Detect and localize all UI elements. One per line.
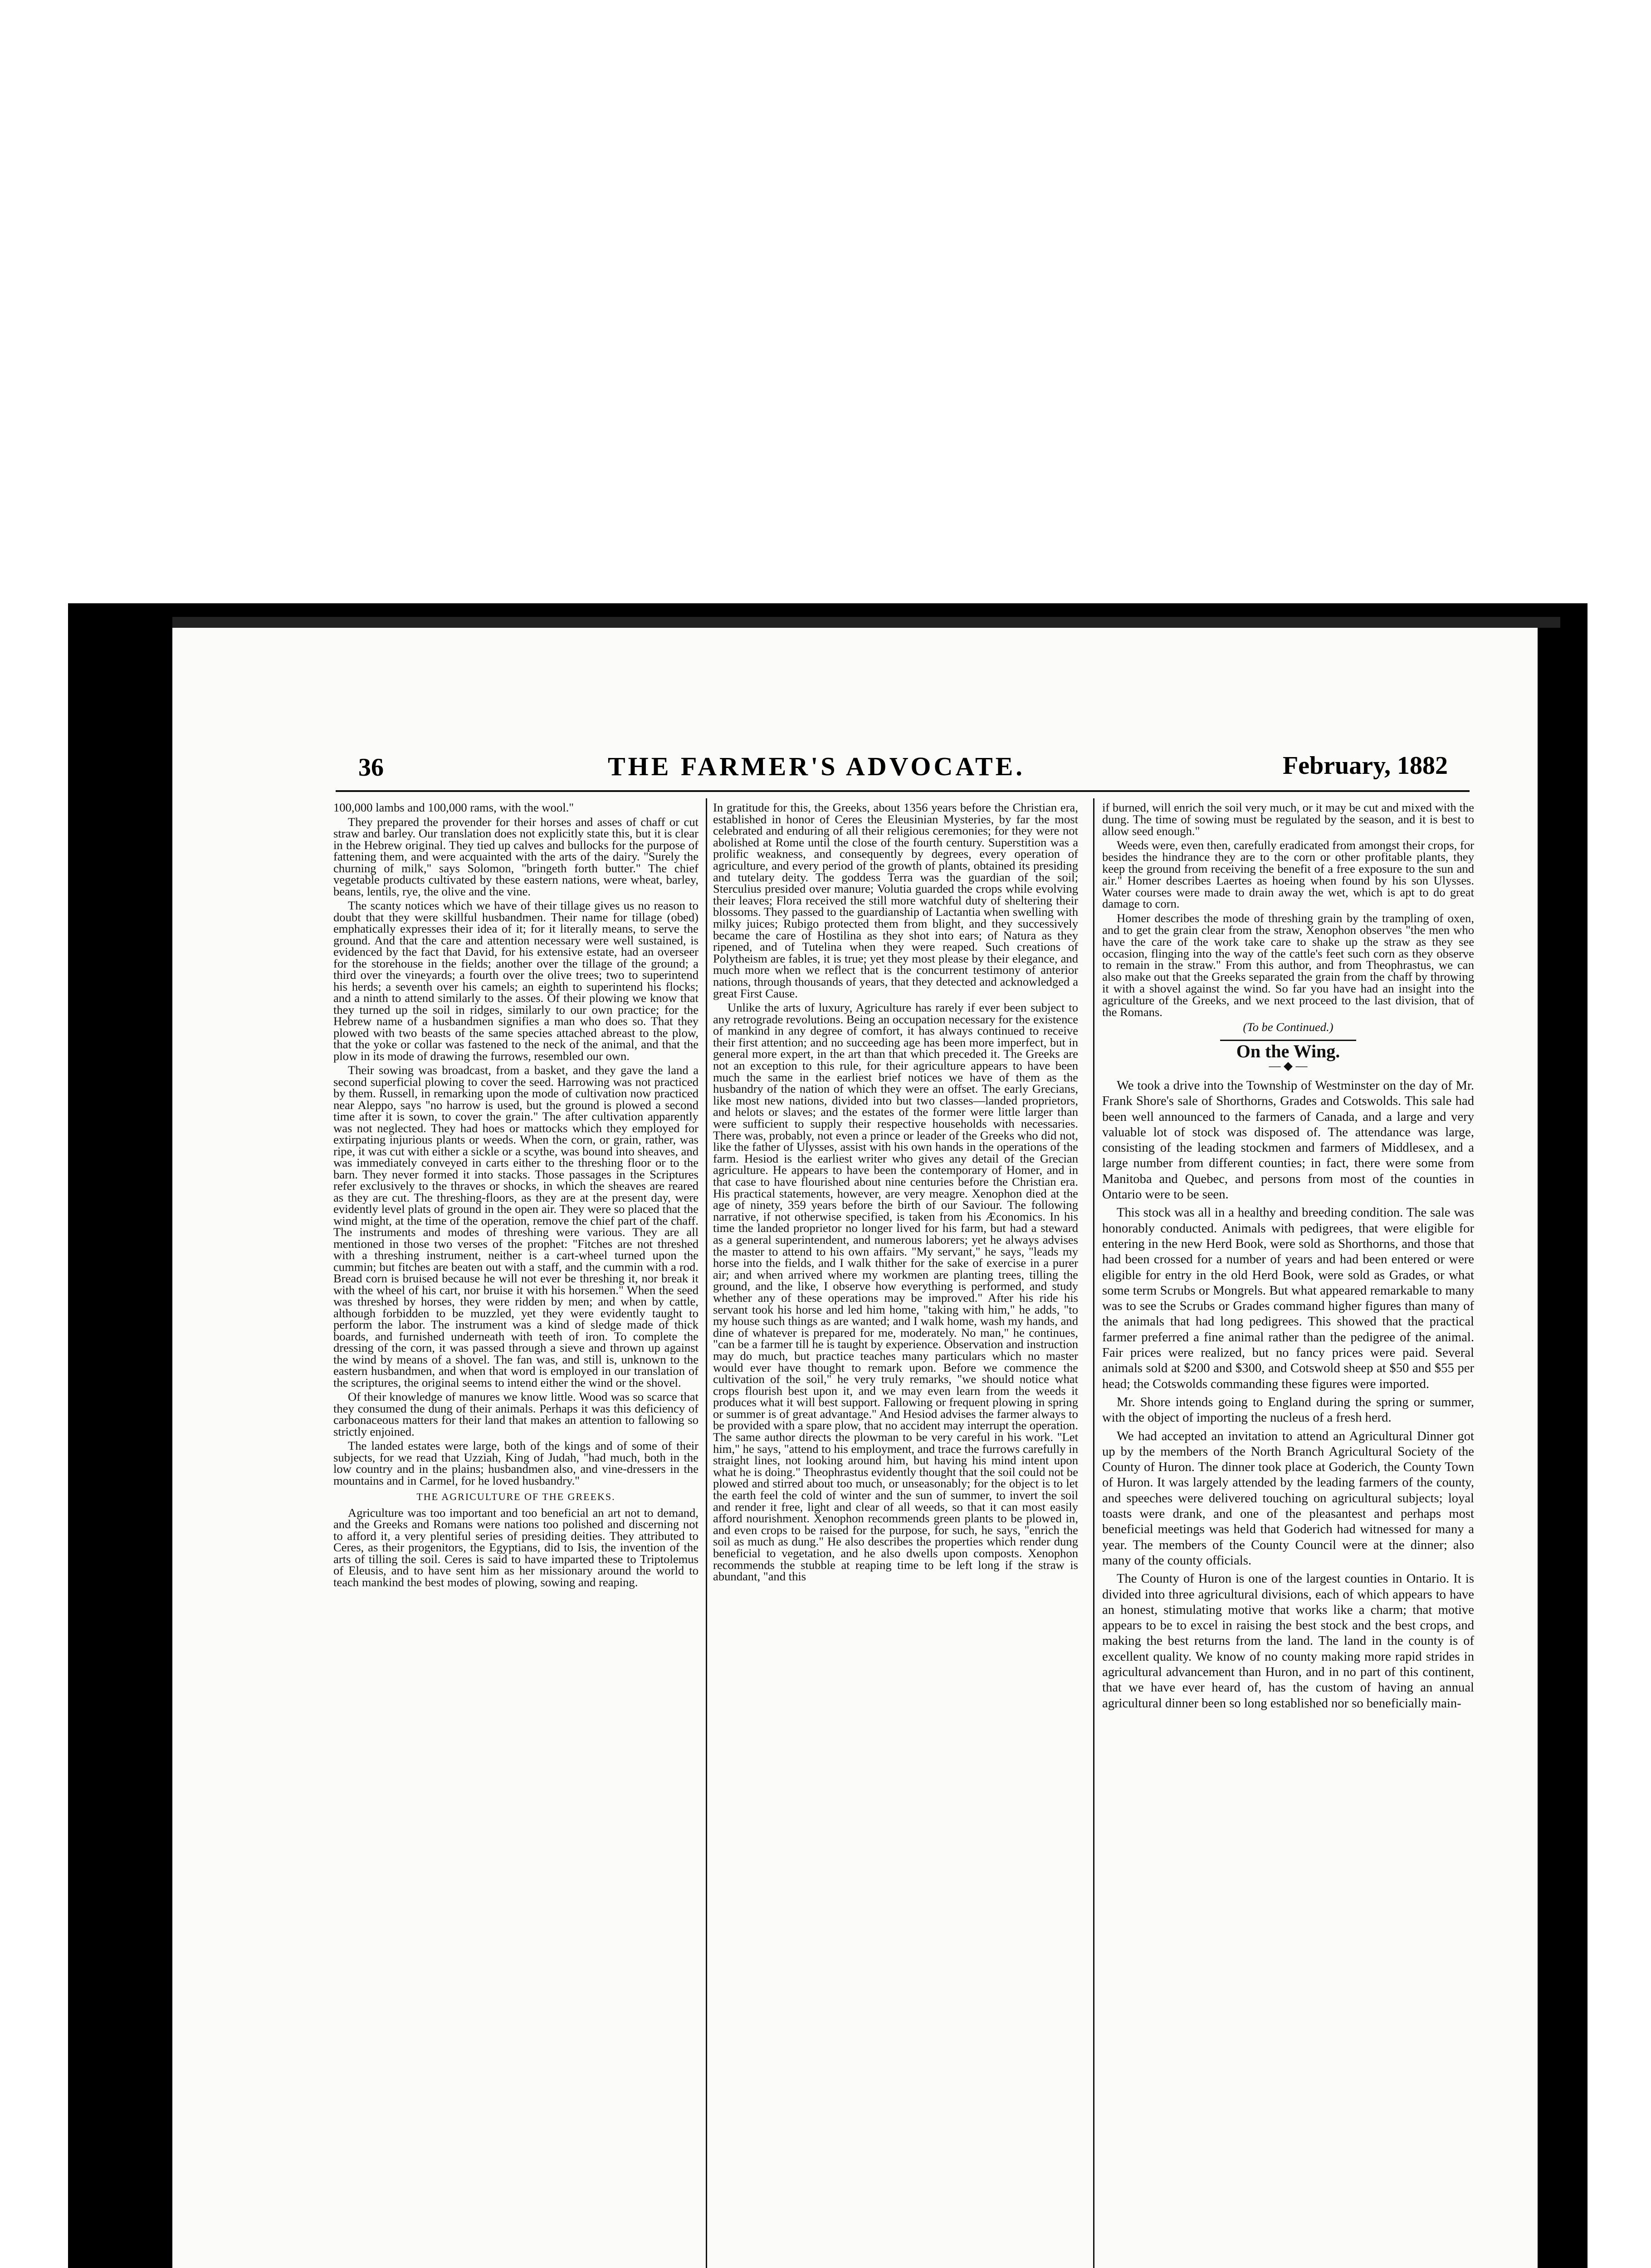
scan-left-margin [0,0,68,2268]
scan-right-margin [1588,0,1651,2268]
ornament-icon: — ◆ — [1269,1059,1308,1072]
wing-paragraph: This stock was all in a healthy and breeding condition. The sale was honorably conducted. Animals with pedigrees, that were eligible for entering in the new Herd Book, were sold as Shorthorns, and those that had been crossed for a number of years and had been entered or were eligible for entry in the old Herd Book, were sold as Grades, or what some term Scrubs or Mongrels. But what appeared remarkable to many was to see the Scrubs or Grades command higher figures than many of the animals that had long pedigrees. This showed that the practical farmer preferred a fine animal rather than the pedigree of the animal. Fair prices were realized, but no fancy prices were paid. Several animals sold at $200 and $300, and Cotswold sheep at $50 and $55 per head; the Cotswolds commanding these figures were imported. [1102,1206,1474,1391]
wing-paragraph: Mr. Shore intends going to England during the spring or summer, with the object of importing the nucleus of a fresh herd. [1102,1395,1474,1425]
col3-paragraph: if burned, will enrich the soil very much, or it may be cut and mixed with the dung. The time of sowing must be regulated by the season, and it is best to allow seed enough." [1102,801,1474,838]
issue-date: February, 1882 [1283,752,1448,780]
col1-paragraph: Of their knowledge of manures we know little. Wood was so scarce that they consumed the dung of their animals. Perhaps it was this deficiency of carbonaceous matters for their land that makes an attention to fallowing so strictly enjoined. [333,1390,698,1438]
col1-paragraph: The landed estates were large, both of the kings and of some of their subjects, for we read that Uzziah, King of Judah, "had much, both in the low country and in the plains; husbandmen also, and vine-dressers in the mountains and in Carmel, for he loved husbandry." [333,1439,698,1487]
header-rule [336,790,1470,792]
column-rule-2 [1093,798,1094,2268]
to-be-continued: (To be Continued.) [1243,1020,1334,1034]
column-2 [713,802,1078,1585]
col1-paragraph: Their sowing was broadcast, from a basket, and they gave the land a second superficial plowing to cover the seed. Harrowing was not practiced by them. Russell, in remarking upon the mode of cultivation now practiced near Aleppo, says "no harrow is used, but the ground is plowed a second time after it is sown, to cover the grain." The after cultivation apparently was not neglected. They had hoes or mattocks which they employed for extirpating injurious plants or weeds. When the corn, or grain, rather, was ripe, it was cut with either a sickle or a scythe, was bound into sheaves, and was immediately conveyed in carts either to the threshing floor or to the barn. They never formed it into stacks. Those passages in the Scriptures refer exclusively to the thraves or shocks, in which the sheaves are reared as they are cut. The threshing-floors, as they are at the present day, were evidently level plats of ground in the open air. They were so placed that the wind might, at the time of the operation, remove the chief part of the chaff. The instruments and modes of threshing were various. They are all mentioned in those two verses of the prophet: "Fitches are not threshed with a threshing instrument, neither is a cart-wheel turned upon the cummin; but fitches are beaten out with a staff, and the cummin with a rod. Bread corn is bruised because he will not ever be threshing it, nor break it with the wheel of his cart, nor bruise it with his horsemen." When the seed was threshed by horses, they were ridden by men; and when by cattle, although forbidden to be muzzled, yet they were evidently taught to perform the labor. The instrument was a kind of sledge made of thick boards, and furnished underneath with teeth of iron. To complete the dressing of the corn, it was passed through a sieve and thrown up against the wind by means of a shovel. The fan was, and still is, unknown to the eastern husbandmen, and when that word is employed in our translation of the scriptures, the original seems to intend either the wind or the shovel. [333,1063,698,1389]
col3-paragraph: Homer describes the mode of threshing grain by the trampling of oxen, and to get the grain clear from the straw, Xenophon observes "the men who have the care of the work take care to shake up the straw as they see occasion, flinging into the way of the cattle's feet such corn as they observe to remain in the straw." From this author, and from Theophrastus, we can also make out that the Greeks separated the grain from the chaff by throwing it with a shovel against the wind. So far you have had an insight into the agriculture of the Greeks, and we next proceed to the last division, that of the Romans. [1102,911,1474,1019]
col1-paragraph: 100,000 lambs and 100,000 rams, with the wool." [333,801,574,814]
section-divider [1220,1040,1356,1041]
wing-paragraph: The County of Huron is one of the largest counties in Ontario. It is divided into three agricultural divisions, each of which appears to have an honest, stimulating motive that works like a charm; that motive appears to be to excel in raising the best stock and the best crops, and making the best returns from the land. The land in the county is of excellent quality. We know of no county making more rapid strides in agricultural advancement than Huron, and in no part of this continent, that we have ever heard of, has the custom of having an annual agricultural dinner been so long established nor so beneficially main- [1102,1572,1474,1711]
col1-paragraph: The scanty notices which we have of their tillage gives us no reason to doubt that they were skillful husbandmen. Their name for tillage (obed) emphatically expresses their idea of it; for it literally means, to serve the ground. And that the care and attention necessary were well sustained, is evidenced by the fact that David, for his extensive estate, had an overseer for the storehouse in the fields; another over the tillage of the ground; a third over the vineyards; a fourth over the olive trees; two to superintend his herds; a seventh over his camels; an eighth to superintend his flocks; and a ninth to attend similarly to the asses. Of their plowing we know that they turned up the soil in ridges, similarly to our own practice; for the Hebrew name of a husbandmen signifies a man who does so. That they plowed with two beasts of the same species attached abreast to the plow, that the yoke or collar was fastened to the neck of the animal, and that the plow in its mode of drawing the furrows, resembled our own. [333,899,698,1063]
column-3-top [1102,802,1474,1076]
section-heading-greeks: THE AGRICULTURE OF THE GREEKS. [416,1491,615,1502]
col1-paragraph: They prepared the provender for their horses and asses of chaff or cut straw and barley. Our translation does not explicitly state this, but it is clear in the Hebrew original. They tied up calves and bullocks for the purpose of fattening them, and were acquainted with the arts of the dairy. "Surely the churning of milk," says Solomon, "bringeth forth butter." The chief vegetable products cultivated by these eastern nations, were wheat, barley, beans, lentils, rye, the olive and the vine. [333,815,698,898]
column-3-wing [1102,1078,1474,1714]
page-edge-shadow [172,617,1560,628]
col1-paragraph: Agriculture was too important and too beneficial an art not to demand, and the Greeks and Romans were nations too polished and discerning not to afford it, a very plentiful series of presiding deities. They attributed to Ceres, as their progenitors, the Egyptians, did to Isis, the invention of the arts of tilling the soil. Ceres is said to have imparted these to Triptolemus of Eleusis, and to have sent him as her missionary around the world to teach mankind the best modes of plowing, sowing and reaping. [333,1505,698,1589]
column-rule-1 [706,798,707,2268]
masthead-title: THE FARMER'S ADVOCATE. [608,752,1025,781]
column-1 [333,802,698,1591]
wing-paragraph: We took a drive into the Township of Westminster on the day of Mr. Frank Shore's sale of Shorthorns, Grades and Cotswolds. This sale had been well announced to the farmers of Canada, and a large and very valuable lot of stock was disposed of. The attendance was large, consisting of the leading stockmen and farmers of Middlesex, and a large number from different counties; in fact, there were some from Manitoba and Quebec, and persons from most of the counties in Ontario were to be seen. [1102,1079,1474,1202]
col2-paragraph: In gratitude for this, the Greeks, about 1356 years before the Christian era, established in honor of Ceres the Eleusinian Mysteries, by far the most celebrated and enduring of all their religious ceremonies; for they were not abolished at Rome until the close of the fourth century. Superstition was a prolific weakness, and consequently by degrees, every operation of agriculture, and every period of the growth of plants, obtained its presiding and tutelary deity. The goddess Terra was the guardian of the soil; Sterculius presided over manure; Volutia guarded the crops while evolving their leaves; Flora received the still more watchful duty of sheltering their blossoms. They passed to the guardianship of Lactantia when swelling with milky juices; Rubigo protected them from blight, and they successively became the care of Hostilina as they shot into ears; of Natura as they ripened, and of Tutelina when they were reaped. Such creations of Polytheism are fables, it is true; yet they most please by their elegance, and much more when we reflect that is the concurrent testimony of anterior nations, through thousands of years, that they detected and acknowledged a great First Cause. [713,801,1078,1000]
scan-top-margin [0,0,1651,109]
col3-paragraph: Weeds were, even then, carefully eradicated from amongst their crops, for besides the hindrance they are to the corn or other profitable plants, they keep the ground from receiving the benefit of a free exposure to the sun and air." Homer describes Laertes as hoeing when found by his son Ulysses. Water courses were made to drain away the wet, which is apt to do great damage to corn. [1102,838,1474,911]
page-number: 36 [358,753,384,782]
col2-paragraph: Unlike the arts of luxury, Agriculture has rarely if ever been subject to any retrograde revolutions. Being an occupation necessary for the existence of mankind in any degree of comfort, it has always continued to receive their first attention; and no succeeding age has been more imperfect, but in general more expert, in the art than that which preceded it. The Greeks are not an exception to this rule, for their agriculture appears to have been much the same in the earliest brief notices we have of them as the husbandry of the nation of which they were an offset. The early Grecians, like most new nations, divided into but two classes—landed proprietors, and helots or slaves; and the estates of the former were little larger than were sufficient to supply their respective households with necessaries. There was, probably, not even a prince or leader of the Greeks who did not, like the father of Ulysses, assist with his own hands in the operations of the farm. Hesiod is the earliest writer who gives any detail of the Grecian agriculture. He appears to have been the contemporary of Homer, and in that case to have flourished about nine centuries before the Christian era. His practical statements, however, are very meagre. Xenophon died at the age of ninety, 359 years before the birth of our Saviour. The following narrative, if not otherwise specified, is taken from his Æconomics. In his time the landed proprietor no longer lived for his farm, but had a steward as a general superintendent, and numerous laborers; yet he always advises the master to attend to his own affairs. "My servant," he says, "leads my horse into the fields, and I walk thither for the sake of exercise in a purer air; and when arrived where my workmen are planting trees, tilling the ground, and the like, I observe how everything is performed, and study whether any of these operations may be improved." After his ride his servant took his horse and led him home, "taking with him," he adds, "to my house such things as are wanted; and I walk home, wash my hands, and dine of whatever is prepared for me, moderately. No man," he continues, "can be a farmer till he is taught by experience. Observation and instruction may do much, but practice teaches many particulars which no master would ever have thought to remark upon. Before we commence the cultivation of the soil," he very truly remarks, "we should notice what crops flourish best upon it, and we may even learn from the weeds it produces what it will best support. Fallowing or frequent plowing in spring or summer is of great advantage." And Hesiod advises the farmer always to be provided with a spare plow, that no accident may interrupt the operation. The same author directs the plowman to be very careful in his work. "Let him," he says, "attend to his employment, and trace the furrows carefully in straight lines, not looking around him, but having his mind intent upon what he is doing." Theophrastus evidently thought that the soil could not be plowed and stirred about too much, or unseasonably; for the object is to let the earth feel the cold of winter and the sun of summer, to invert the soil and render it free, light and clear of all weeds, so that it can most easily afford nourishment. Xenophon recommends green plants to be plowed in, and even crops to be raised for the purpose, for such, he says, "enrich the soil as much as dung." He also describes the properties which render dung beneficial to vegetation, and he also dwells upon composts. Xenophon recommends the stubble at reaping time to be left long if the straw is abundant, "and this [713,1001,1078,1584]
scan-gap-top [68,109,1588,603]
on-the-wing-heading: On the Wing. [1236,1041,1340,1062]
wing-paragraph: We had accepted an invitation to attend an Agricultural Dinner got up by the members of the North Branch Agricultural Society of the County of Huron. The dinner took place at Goderich, the County Town of Huron. It was largely attended by the leading farmers of the county, and speeches were delivered touching on agricultural subjects; loyal toasts were drank, and one of the pleasantest and perhaps most beneficial meetings was held that Goderich had witnessed for many a year. The members of the County Council were at the dinner; also many of the county officials. [1102,1429,1474,1568]
